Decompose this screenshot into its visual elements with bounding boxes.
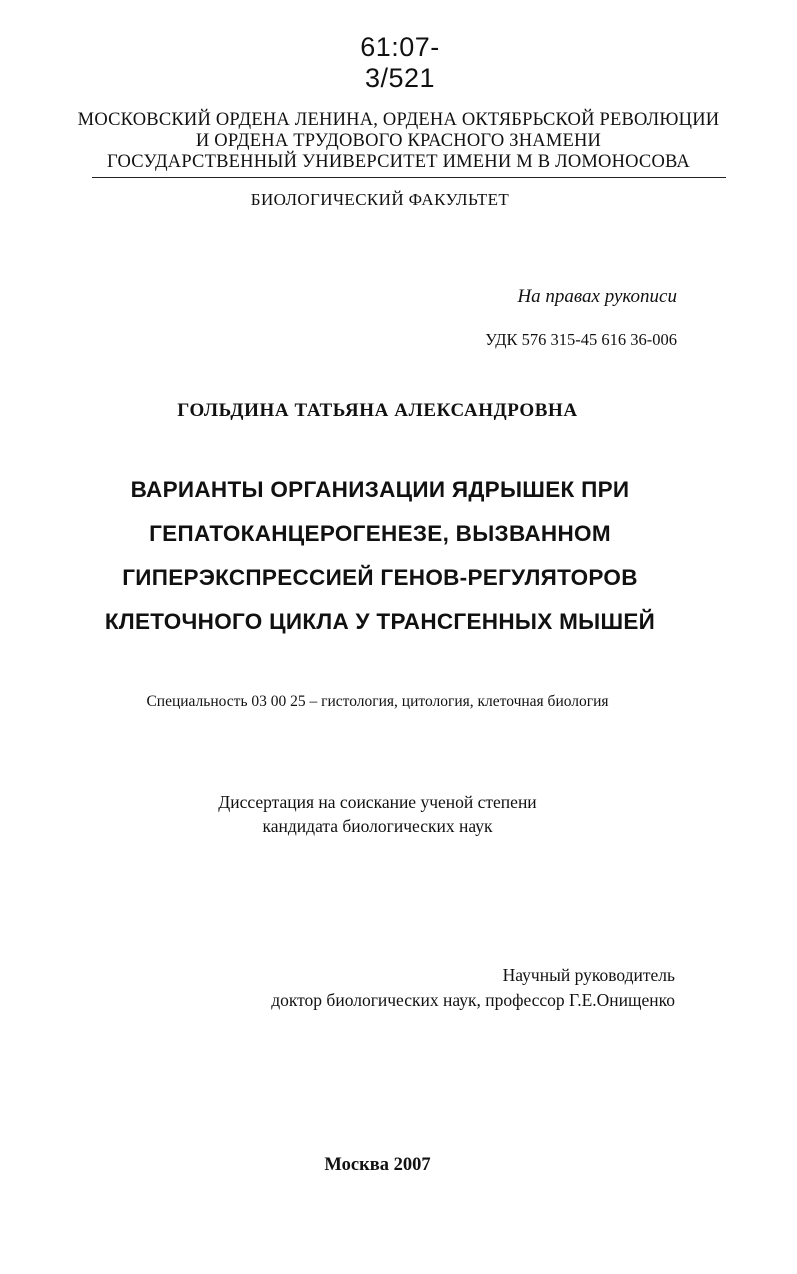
degree-statement-line-1: Диссертация на соискание ученой степени	[218, 792, 537, 812]
university-name-line-2: И ОРДЕНА ТРУДОВОГО КРАСНОГО ЗНАМЕНИ	[195, 131, 602, 151]
degree-statement	[0, 790, 755, 838]
title-line-3: ГИПЕРЭКСПРЕССИЕЙ ГЕНОВ-РЕГУЛЯТОРОВ	[122, 565, 638, 590]
faculty-name: БИОЛОГИЧЕСКИЙ ФАКУЛЬТЕТ	[250, 190, 510, 209]
author-name: ГОЛЬДИНА ТАТЬЯНА АЛЕКСАНДРОВНА	[177, 400, 578, 421]
manuscript-note: На правах рукописи	[517, 286, 677, 307]
title-line-4: КЛЕТОЧНОГО ЦИКЛА У ТРАНСГЕННЫХ МЫШЕЙ	[104, 609, 656, 634]
archive-code: 61:07-3/521	[360, 32, 440, 93]
title-line-2: ГЕПАТОКАНЦЕРОГЕНЕЗЕ, ВЫЗВАННОМ	[149, 521, 611, 546]
dissertation-title	[0, 468, 760, 644]
title-line-1: ВАРИАНТЫ ОРГАНИЗАЦИИ ЯДРЫШЕК ПРИ	[130, 477, 630, 502]
university-name-line-3: ГОСУДАРСТВЕННЫЙ УНИВЕРСИТЕТ ИМЕНИ М В ЛОМОНОСОВА	[107, 152, 690, 172]
university-name-line-1: МОСКОВСКИЙ ОРДЕНА ЛЕНИНА, ОРДЕНА ОКТЯБРЬСКОЙ РЕВОЛЮЦИИ	[77, 110, 720, 130]
supervisor-block	[271, 963, 675, 1013]
udc-code: УДК 576 315-45 616 36-006	[485, 330, 677, 349]
degree-statement-line-2: кандидата биологических наук	[262, 816, 493, 836]
supervisor-label: Научный руководитель	[502, 965, 675, 985]
specialty: Специальность 03 00 25 – гистология, цитология, клеточная биология	[146, 693, 609, 710]
header-divider	[92, 177, 726, 178]
supervisor-name: доктор биологических наук, профессор Г.Е.Онищенко	[271, 990, 675, 1010]
city-year: Москва 2007	[324, 1155, 431, 1175]
